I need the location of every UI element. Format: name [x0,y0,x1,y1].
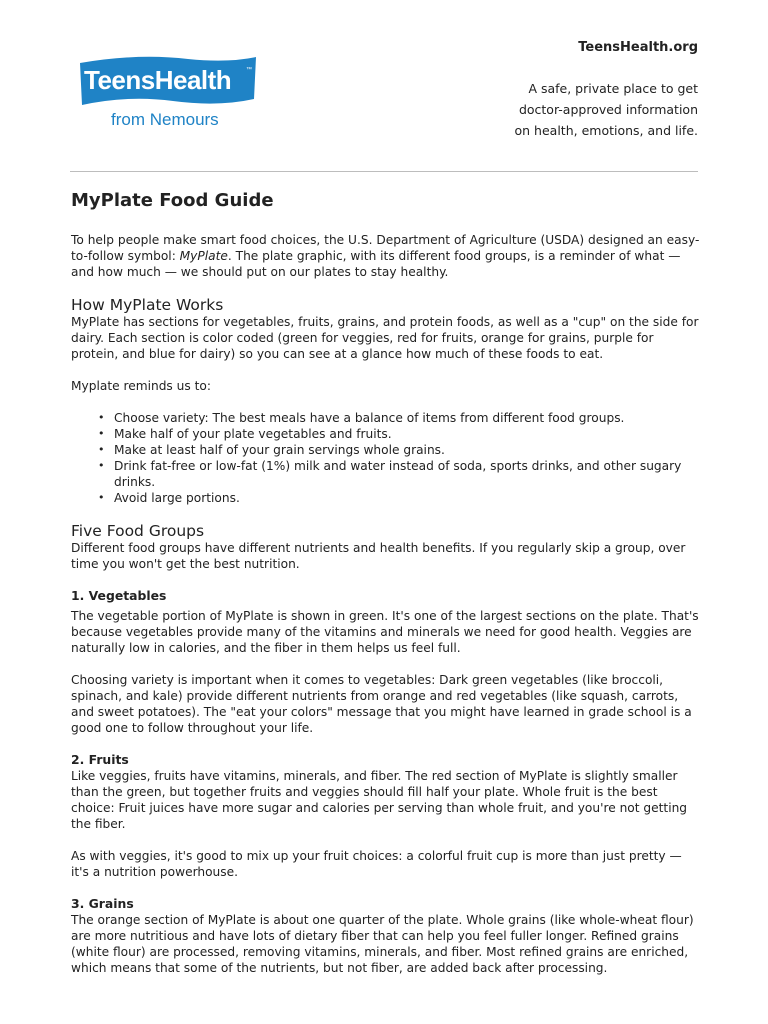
page-title: MyPlate Food Guide [71,190,274,211]
teenshealth-logo [78,55,258,133]
intro-text-end: . The plate graphic, with its different food groups, is a reminder of what — and how much — we should put on our plates to stay healthy. [71,249,681,279]
tagline-line: A safe, private place to get [528,81,698,96]
how-paragraph: MyPlate has sections for vegetables, fruits, grains, and protein foods, as well as a "cup" on the side for dairy. Each section is color coded (green for veggies, red for fruits, orange for grains, purple for protein, and blue for dairy) so you can see at a glance how much of these foods to eat. [71,315,699,361]
grains-paragraph: The orange section of MyPlate is about one quarter of the plate. Whole grains (like whole-wheat flour) are more nutritious and have lots of dietary fiber that can help you feel fuller longer. Refined grains (white flour) are processed, removing vitamins, minerals, and fiber. Most refined grains are enriched, which means that some of the nutrients, but not fiber, are added back after processing. [71,913,694,975]
list-item: • Make at least half of your grain servings whole grains. [114,442,701,458]
section-heading-groups: Five Food Groups [71,522,205,540]
list-item: • Choose variety: The best meals have a balance of items from different food groups. [114,410,701,426]
fruits-paragraph: Like veggies, fruits have vitamins, minerals, and fiber. The red section of MyPlate is slightly smaller than the green, but together fruits and veggies should fill half your plate. Whole fruit is the best choice: Fruit juices have more sugar and calories per serving than whole fruit, and you're not getting the fiber. [71,769,688,831]
site-name: TeensHealth.org [578,40,698,55]
subheading-vegetables: 1. Vegetables [71,588,167,603]
groups-paragraph: Different food groups have different nutrients and health benefits. If you regularly skip a group, over time you won't get the best nutrition. [71,541,686,571]
intro-emphasis: MyPlate [179,249,228,263]
article-body [71,189,701,992]
section-heading-how: How MyPlate Works [71,296,224,314]
logo-wordmark: TeensHealth [84,65,232,95]
vegetables-paragraph: Choosing variety is important when it comes to vegetables: Dark green vegetables (like broccoli, spinach, and kale) provide different nutrients from orange and red vegetables (like squash, carrots, and sweet potatoes). The "eat your colors" message that you might have learned in grade school is a good one to follow throughout your life. [71,673,692,735]
logo-subtitle: from Nemours [111,110,219,129]
logo-trademark: ™ [246,67,252,73]
reminds-paragraph: Myplate reminds us to: [71,379,211,393]
vegetables-paragraph: The vegetable portion of MyPlate is shown in green. It's one of the largest sections on the plate. That's because vegetables provide many of the vitamins and minerals we need for good health. Veggies are naturally low in calories, and the fiber in them helps us feel full. [71,609,699,655]
subheading-grains: 3. Grains [71,896,134,911]
intro-text: To help people make smart food choices, the U.S. Department of Agriculture (USDA) designed an easy-to-follow symbol: [71,233,700,263]
tagline-line: doctor-approved information [518,102,698,117]
fruits-paragraph: As with veggies, it's good to mix up your fruit choices: a colorful fruit cup is more than just pretty — it's a nutrition powerhouse. [71,849,682,879]
header-divider [70,171,698,172]
intro-paragraph [71,232,701,280]
list-item: • Avoid large portions. [114,490,701,506]
subheading-fruits: 2. Fruits [71,752,129,767]
site-tagline [438,78,698,141]
list-item: • Make half of your plate vegetables and fruits. [114,426,701,442]
list-item: • Drink fat-free or low-fat (1%) milk and water instead of soda, sports drinks, and other sugary drinks. [114,458,701,490]
tagline-line: on health, emotions, and life. [514,123,698,138]
reminder-list [71,410,701,506]
